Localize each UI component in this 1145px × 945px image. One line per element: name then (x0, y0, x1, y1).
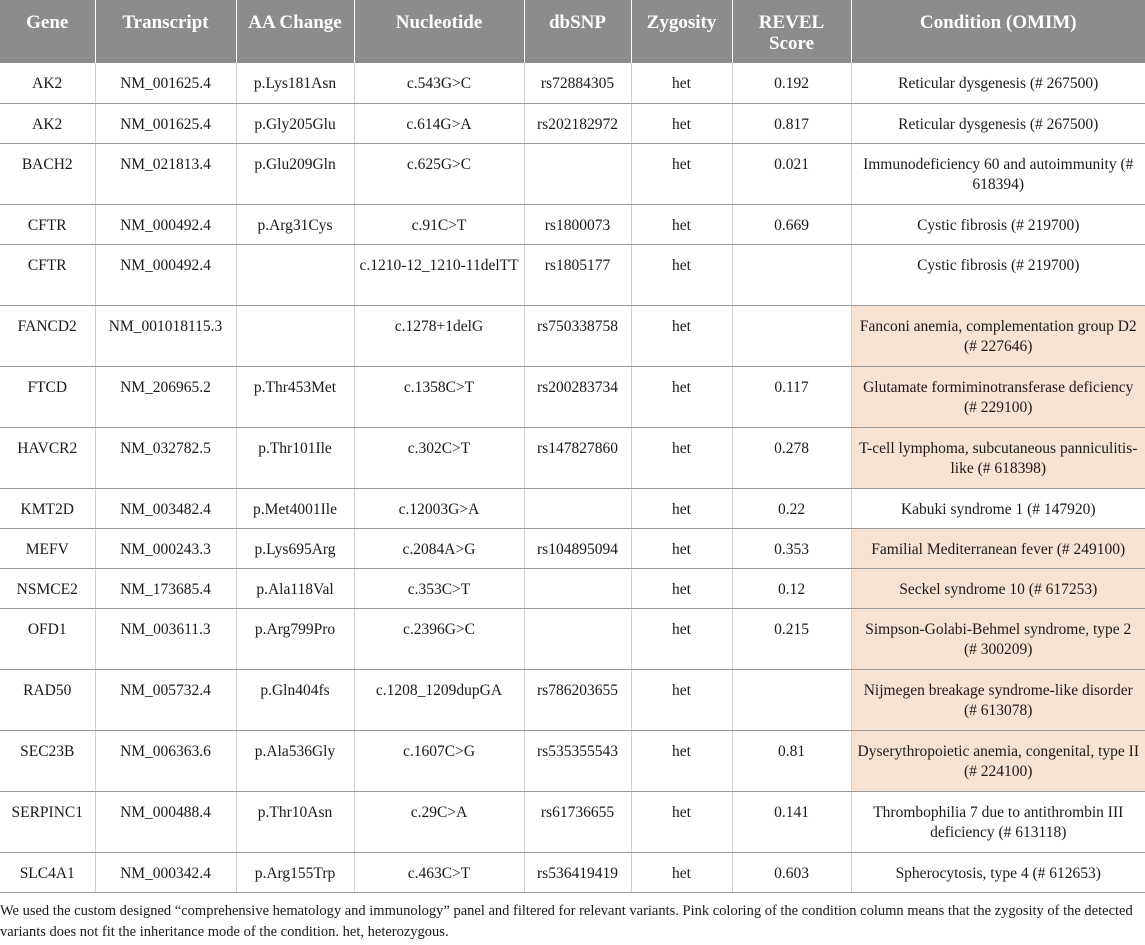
cell-transcript: NM_000488.4 (95, 791, 236, 852)
cell-aa-change: p.Gln404fs (236, 669, 354, 730)
cell-condition: Fanconi anemia, complementation group D2 (# 227646) (851, 305, 1145, 366)
cell-transcript: NM_000492.4 (95, 244, 236, 305)
cell-aa-change: p.Arg155Trp (236, 852, 354, 892)
cell-aa-change: p.Ala536Gly (236, 730, 354, 791)
cell-condition: Familial Mediterranean fever (# 249100) (851, 528, 1145, 568)
cell-transcript: NM_206965.2 (95, 366, 236, 427)
cell-dbsnp: rs536419419 (524, 852, 631, 892)
cell-nucleotide: c.91C>T (354, 204, 524, 244)
cell-dbsnp (524, 143, 631, 204)
table-row (0, 63, 1145, 103)
cell-transcript: NM_032782.5 (95, 427, 236, 488)
cell-aa-change: p.Lys695Arg (236, 528, 354, 568)
cell-dbsnp (524, 488, 631, 528)
cell-aa-change (236, 305, 354, 366)
cell-nucleotide: c.2084A>G (354, 528, 524, 568)
cell-nucleotide: c.1208_1209dupGA (354, 669, 524, 730)
cell-revel-score: 0.021 (732, 143, 851, 204)
cell-aa-change (236, 244, 354, 305)
cell-revel-score (732, 244, 851, 305)
cell-revel-score: 0.22 (732, 488, 851, 528)
cell-zygosity: het (631, 305, 732, 366)
cell-transcript: NM_006363.6 (95, 730, 236, 791)
cell-gene: AK2 (0, 63, 95, 103)
table-row (0, 366, 1145, 427)
col-header-gene: Gene (0, 0, 95, 63)
cell-dbsnp (524, 608, 631, 669)
cell-dbsnp: rs1805177 (524, 244, 631, 305)
cell-dbsnp: rs104895094 (524, 528, 631, 568)
cell-revel-score: 0.117 (732, 366, 851, 427)
cell-zygosity: het (631, 852, 732, 892)
cell-gene: FANCD2 (0, 305, 95, 366)
cell-transcript: NM_005732.4 (95, 669, 236, 730)
cell-nucleotide: c.1607C>G (354, 730, 524, 791)
cell-nucleotide: c.1278+1delG (354, 305, 524, 366)
cell-gene: SLC4A1 (0, 852, 95, 892)
table-row (0, 244, 1145, 305)
cell-gene: BACH2 (0, 143, 95, 204)
cell-condition: Reticular dysgenesis (# 267500) (851, 63, 1145, 103)
cell-aa-change: p.Thr453Met (236, 366, 354, 427)
cell-aa-change: p.Gly205Glu (236, 103, 354, 143)
cell-transcript: NM_000342.4 (95, 852, 236, 892)
cell-condition: Spherocytosis, type 4 (# 612653) (851, 852, 1145, 892)
cell-dbsnp: rs61736655 (524, 791, 631, 852)
table-row (0, 204, 1145, 244)
cell-aa-change: p.Thr101Ile (236, 427, 354, 488)
cell-condition: Glutamate formiminotransferase deficiency (# 229100) (851, 366, 1145, 427)
table-row (0, 528, 1145, 568)
cell-condition: Thrombophilia 7 due to antithrombin III deficiency (# 613118) (851, 791, 1145, 852)
cell-gene: SEC23B (0, 730, 95, 791)
cell-dbsnp: rs200283734 (524, 366, 631, 427)
cell-aa-change: p.Glu209Gln (236, 143, 354, 204)
cell-dbsnp: rs750338758 (524, 305, 631, 366)
table-row (0, 730, 1145, 791)
cell-condition: Dyserythropoietic anemia, congenital, type II (# 224100) (851, 730, 1145, 791)
col-header-zygosity: Zygosity (631, 0, 732, 63)
col-header-dbsnp: dbSNP (524, 0, 631, 63)
cell-revel-score: 0.215 (732, 608, 851, 669)
col-header-revel-score: REVEL Score (732, 0, 851, 63)
cell-revel-score: 0.603 (732, 852, 851, 892)
cell-dbsnp: rs202182972 (524, 103, 631, 143)
cell-nucleotide: c.1210-12_1210-11delTT (354, 244, 524, 305)
col-header-aa-change: AA Change (236, 0, 354, 63)
cell-revel-score: 0.141 (732, 791, 851, 852)
cell-nucleotide: c.12003G>A (354, 488, 524, 528)
cell-nucleotide: c.614G>A (354, 103, 524, 143)
cell-revel-score: 0.353 (732, 528, 851, 568)
cell-condition: Kabuki syndrome 1 (# 147920) (851, 488, 1145, 528)
cell-condition: Simpson-Golabi-Behmel syndrome, type 2 (# 300209) (851, 608, 1145, 669)
cell-revel-score (732, 669, 851, 730)
cell-dbsnp: rs535355543 (524, 730, 631, 791)
cell-condition: T-cell lymphoma, subcutaneous panniculitis-like (# 618398) (851, 427, 1145, 488)
cell-transcript: NM_001018115.3 (95, 305, 236, 366)
cell-condition: Seckel syndrome 10 (# 617253) (851, 568, 1145, 608)
table-row (0, 427, 1145, 488)
cell-revel-score: 0.192 (732, 63, 851, 103)
cell-zygosity: het (631, 204, 732, 244)
table-row (0, 103, 1145, 143)
cell-gene: SERPINC1 (0, 791, 95, 852)
cell-condition: Reticular dysgenesis (# 267500) (851, 103, 1145, 143)
cell-revel-score (732, 305, 851, 366)
cell-revel-score: 0.817 (732, 103, 851, 143)
cell-nucleotide: c.625G>C (354, 143, 524, 204)
cell-gene: RAD50 (0, 669, 95, 730)
cell-aa-change: p.Lys181Asn (236, 63, 354, 103)
cell-zygosity: het (631, 143, 732, 204)
table-row (0, 852, 1145, 892)
col-header-condition: Condition (OMIM) (851, 0, 1145, 63)
cell-zygosity: het (631, 669, 732, 730)
cell-gene: CFTR (0, 244, 95, 305)
table-row (0, 608, 1145, 669)
table-footnote: We used the custom designed “comprehensive hematology and immunology” panel and filtered for relevant variants. Pink coloring of the condition column means that the zygosity of the detected variants does not fit the inheritance mode of the condition. het, heterozygous. (0, 902, 1133, 940)
cell-dbsnp (524, 568, 631, 608)
cell-transcript: NM_001625.4 (95, 63, 236, 103)
table-body (0, 63, 1145, 892)
cell-zygosity: het (631, 427, 732, 488)
table-row (0, 669, 1145, 730)
cell-zygosity: het (631, 608, 732, 669)
cell-zygosity: het (631, 488, 732, 528)
col-header-transcript: Transcript (95, 0, 236, 63)
cell-dbsnp: rs786203655 (524, 669, 631, 730)
cell-aa-change: p.Arg799Pro (236, 608, 354, 669)
cell-aa-change: p.Met4001Ile (236, 488, 354, 528)
cell-nucleotide: c.1358C>T (354, 366, 524, 427)
cell-condition: Cystic fibrosis (# 219700) (851, 244, 1145, 305)
cell-zygosity: het (631, 244, 732, 305)
cell-nucleotide: c.543G>C (354, 63, 524, 103)
cell-zygosity: het (631, 568, 732, 608)
table-row (0, 488, 1145, 528)
cell-transcript: NM_001625.4 (95, 103, 236, 143)
cell-zygosity: het (631, 730, 732, 791)
cell-dbsnp: rs1800073 (524, 204, 631, 244)
cell-aa-change: p.Thr10Asn (236, 791, 354, 852)
cell-zygosity: het (631, 63, 732, 103)
cell-transcript: NM_173685.4 (95, 568, 236, 608)
cell-gene: NSMCE2 (0, 568, 95, 608)
cell-gene: AK2 (0, 103, 95, 143)
cell-aa-change: p.Ala118Val (236, 568, 354, 608)
cell-zygosity: het (631, 366, 732, 427)
cell-transcript: NM_021813.4 (95, 143, 236, 204)
cell-revel-score: 0.278 (732, 427, 851, 488)
table-row (0, 568, 1145, 608)
cell-transcript: NM_003611.3 (95, 608, 236, 669)
col-header-nucleotide: Nucleotide (354, 0, 524, 63)
cell-nucleotide: c.2396G>C (354, 608, 524, 669)
cell-nucleotide: c.29C>A (354, 791, 524, 852)
cell-gene: MEFV (0, 528, 95, 568)
cell-transcript: NM_003482.4 (95, 488, 236, 528)
cell-nucleotide: c.463C>T (354, 852, 524, 892)
cell-nucleotide: c.302C>T (354, 427, 524, 488)
cell-condition: Nijmegen breakage syndrome-like disorder (# 613078) (851, 669, 1145, 730)
table-row (0, 143, 1145, 204)
cell-revel-score: 0.81 (732, 730, 851, 791)
table-row (0, 791, 1145, 852)
cell-dbsnp: rs147827860 (524, 427, 631, 488)
cell-gene: FTCD (0, 366, 95, 427)
cell-zygosity: het (631, 791, 732, 852)
table-row (0, 305, 1145, 366)
cell-aa-change: p.Arg31Cys (236, 204, 354, 244)
cell-zygosity: het (631, 103, 732, 143)
cell-revel-score: 0.12 (732, 568, 851, 608)
cell-dbsnp: rs72884305 (524, 63, 631, 103)
cell-revel-score: 0.669 (732, 204, 851, 244)
cell-condition: Cystic fibrosis (# 219700) (851, 204, 1145, 244)
cell-gene: CFTR (0, 204, 95, 244)
cell-nucleotide: c.353C>T (354, 568, 524, 608)
cell-gene: HAVCR2 (0, 427, 95, 488)
cell-gene: KMT2D (0, 488, 95, 528)
cell-gene: OFD1 (0, 608, 95, 669)
table-header-row (0, 0, 1145, 63)
cell-transcript: NM_000492.4 (95, 204, 236, 244)
cell-zygosity: het (631, 528, 732, 568)
cell-transcript: NM_000243.3 (95, 528, 236, 568)
cell-condition: Immunodeficiency 60 and autoimmunity (# 618394) (851, 143, 1145, 204)
